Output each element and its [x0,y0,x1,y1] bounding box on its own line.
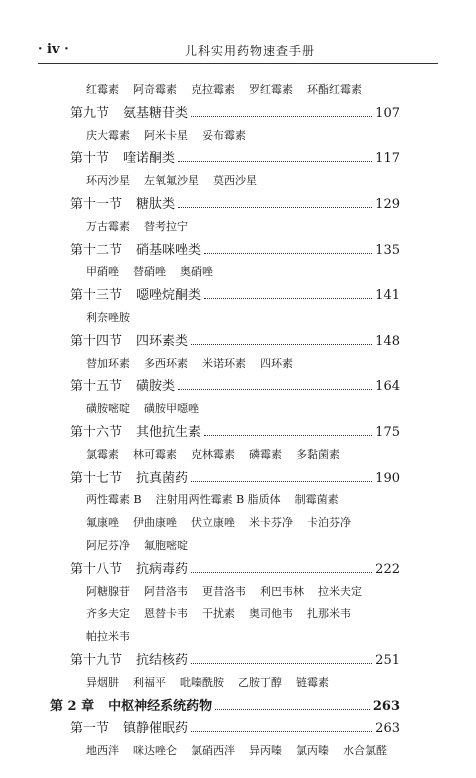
drug-name: 替考拉宁 [144,219,188,233]
drug-name: 干扰素 [202,607,235,621]
drug-name: 氟康唑 [86,516,119,530]
drug-name: 更昔洛韦 [202,584,246,598]
drug-name: 扎那米韦 [307,607,351,621]
dot-leader [191,571,372,573]
dot-leader [178,160,372,162]
drug-name: 奥硝唑 [180,265,213,279]
drug-name: 阿昔洛韦 [144,584,188,598]
drug-name: 链霉素 [296,675,329,689]
drug-name: 左氧氟沙星 [144,174,199,188]
drug-name: 米诺环素 [202,356,246,370]
section-number: 第十六节 [70,425,123,440]
toc-section[interactable] [70,147,400,166]
drug-name: 卡泊芬净 [307,516,351,530]
drug-name: 氟胞嘧啶 [144,539,188,552]
drug-name: 两性霉素 B [86,493,142,507]
drug-name: 拉米夫定 [318,584,362,598]
dot-leader [191,115,372,117]
drug-name: 地西泮 [86,744,119,758]
drug-list [86,172,271,188]
section-title: 硝基咪唑类 [136,242,202,258]
drug-name: 磺胺甲噁唑 [144,402,199,416]
drug-name: 四环素 [260,356,293,370]
drug-list [86,127,260,143]
drug-name: 异烟肼 [86,675,119,689]
section-number: 第一节 [70,721,110,737]
drug-name: 阿糖腺苷 [86,584,130,598]
drug-name: 乙胺丁醇 [238,675,282,689]
section-number: 第十七节 [70,470,123,486]
page-ref: 148 [375,333,400,349]
section-number: 第十节 [70,151,110,167]
drug-name: 伊曲康唑 [133,516,177,530]
dot-leader [191,730,372,732]
drug-list [86,446,354,462]
page-ref: 107 [375,105,400,121]
dot-leader [191,343,372,345]
toc-section[interactable] [70,284,400,303]
drug-name: 磺胺嘧啶 [86,402,130,416]
drug-name: 万古霉素 [86,219,130,233]
section-title: 中枢神经系统药物 [108,698,213,714]
page-ref: 263 [375,721,400,737]
drug-name: 帕拉米韦 [86,630,130,644]
drug-name: 阿米卡星 [144,128,188,142]
section-title: 噁唑烷酮类 [136,288,202,304]
section-number: 第十八节 [70,561,123,577]
dot-leader [178,206,372,208]
section-number: 第十九节 [70,653,123,668]
drug-name: 注射用两性霉素 B 脂质体 [155,493,281,507]
toc-section[interactable] [70,375,400,394]
drug-name: 罗红霉素 [249,83,293,96]
section-title: 氨基糖苷类 [123,105,189,121]
page-ref: 117 [375,151,400,167]
drug-name: 阿尼芬净 [86,539,130,552]
section-number: 第十五节 [70,379,123,395]
drug-name: 制霉菌素 [294,493,339,507]
drug-list [86,605,365,621]
toc-section[interactable] [70,649,400,668]
page-ref: 222 [375,561,400,577]
drug-list [86,309,144,325]
drug-list [86,537,202,553]
drug-name: 利奈唑胺 [86,311,130,324]
drug-name: 莫西沙星 [213,174,257,188]
drug-name: 甲硝唑 [86,265,119,279]
drug-name: 奥司他韦 [249,607,293,621]
section-number: 第十四节 [70,333,123,349]
drug-name: 氯丙嗪 [296,744,329,758]
page-ref: 164 [375,379,400,395]
header-rule [38,63,438,64]
drug-name: 林可霉素 [133,447,177,461]
drug-list [86,628,144,644]
dot-leader [178,388,372,390]
drug-list [86,355,307,371]
running-header [0,0,476,60]
section-number: 第十三节 [70,288,123,304]
dot-leader [191,662,372,664]
page-ref: 263 [372,698,400,714]
drug-list [86,81,376,97]
page-ref: 129 [375,197,400,212]
dot-leader [191,480,372,482]
dot-leader [204,297,372,299]
drug-name: 利福平 [133,675,166,689]
section-title: 抗真菌药 [136,470,189,486]
toc-section[interactable] [70,102,400,121]
drug-list [86,263,227,279]
dot-leader [204,434,372,436]
drug-name: 多黏菌素 [296,447,340,461]
drug-name: 克拉霉素 [191,83,235,96]
drug-name: 阿奇霉素 [133,83,177,96]
drug-name: 环酯红霉素 [307,83,362,96]
drug-name: 氯霉素 [86,447,119,461]
page-number: · iv · [38,42,69,57]
drug-name: 克林霉素 [191,447,235,461]
drug-list [86,218,202,234]
dot-leader [215,708,370,710]
drug-name: 吡嗪酰胺 [180,675,224,689]
toc-section[interactable] [70,330,400,349]
drug-name: 水合氯醛 [343,744,387,758]
drug-name: 替加环素 [86,356,130,370]
section-title: 抗结核药 [136,653,189,668]
drug-name: 红霉素 [86,83,119,96]
toc-section[interactable] [70,239,400,258]
drug-list [86,674,343,690]
drug-name: 米卡芬净 [249,516,293,530]
toc-section[interactable] [70,717,400,736]
toc-section[interactable] [70,421,400,440]
drug-list [86,583,376,599]
toc-chapter[interactable] [50,695,400,714]
section-number: 第十一节 [70,197,123,212]
drug-name: 齐多夫定 [86,607,130,621]
section-title: 糖肽类 [136,197,176,212]
drug-name: 伏立康唑 [191,516,235,530]
section-title: 其他抗生素 [136,425,202,440]
section-number: 第十二节 [70,242,123,258]
drug-name: 妥布霉素 [202,128,246,142]
drug-name: 咪达唑仑 [133,744,177,758]
drug-list [86,514,365,530]
book-title: 儿科实用药物速查手册 [184,44,315,58]
page-ref: 175 [375,425,400,440]
drug-list [86,742,401,758]
drug-name: 磷霉素 [249,447,282,461]
section-title: 镇静催眠药 [123,721,189,737]
section-title: 磺胺类 [136,379,176,395]
drug-name: 氯硝西泮 [191,744,235,758]
toc-section[interactable] [70,467,400,486]
page-ref: 141 [375,288,400,304]
drug-name: 多西环素 [144,356,188,370]
drug-list [86,400,213,416]
page-ref: 135 [375,242,400,258]
drug-name: 异丙嗪 [249,744,282,758]
drug-list [86,491,353,507]
drug-name: 替硝唑 [133,265,166,279]
toc-section[interactable] [70,193,400,212]
section-number: 第 2 章 [50,698,95,714]
section-title: 抗病毒药 [136,561,189,577]
section-number: 第九节 [70,105,110,121]
toc-section[interactable] [70,558,400,577]
dot-leader [204,252,372,254]
page-ref: 251 [375,653,400,668]
section-title: 四环素类 [136,333,189,349]
section-title: 喹诺酮类 [123,151,176,167]
drug-name: 利巴韦林 [260,584,304,598]
drug-name: 环丙沙星 [86,174,130,188]
drug-name: 恩替卡韦 [144,607,188,621]
page-ref: 190 [375,470,400,486]
drug-name: 庆大霉素 [86,128,130,142]
